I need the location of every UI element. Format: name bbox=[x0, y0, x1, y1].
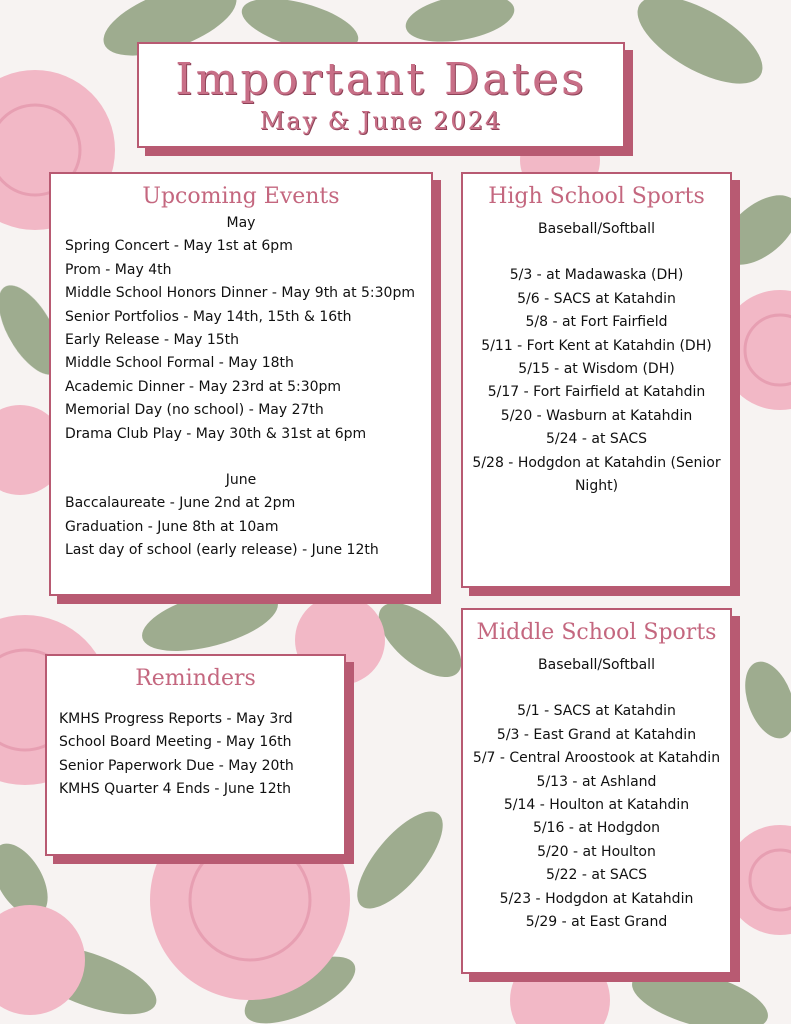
page-subtitle: May & June 2024 bbox=[259, 107, 503, 135]
event-item: Prom - May 4th bbox=[65, 261, 172, 278]
title-card bbox=[137, 42, 625, 148]
june-label: June bbox=[225, 472, 257, 489]
reminder-item: KMHS Quarter 4 Ends - June 12th bbox=[59, 781, 291, 798]
event-item: Early Release - May 15th bbox=[65, 332, 240, 349]
reminder-item: Senior Paperwork Due - May 20th bbox=[59, 757, 294, 774]
game-item: 5/6 - SACS at Katahdin bbox=[517, 290, 676, 307]
game-item: 5/28 - Hodgdon at Katahdin (Senior bbox=[472, 454, 721, 471]
game-item: 5/11 - Fort Kent at Katahdin (DH) bbox=[481, 337, 712, 354]
event-item: Last day of school (early release) - June 12th bbox=[65, 542, 379, 559]
upcoming-events-card bbox=[49, 172, 433, 596]
reminder-item: KMHS Progress Reports - May 3rd bbox=[59, 711, 293, 727]
event-item: Academic Dinner - May 23rd at 5:30pm bbox=[65, 378, 342, 395]
high-school-sports-card bbox=[461, 172, 732, 588]
game-item: 5/1 - SACS at Katahdin bbox=[517, 703, 676, 720]
game-item: 5/20 - Wasburn at Katahdin bbox=[500, 407, 693, 424]
game-item: 5/17 - Fort Fairfield at Katahdin bbox=[487, 384, 706, 401]
game-item: 5/3 - East Grand at Katahdin bbox=[496, 726, 697, 743]
game-item: 5/13 - at Ashland bbox=[536, 773, 657, 790]
high-school-sports-heading: High School Sports bbox=[488, 184, 705, 209]
game-item: 5/23 - Hodgdon at Katahdin bbox=[499, 890, 694, 907]
game-item: 5/22 - at SACS bbox=[545, 867, 648, 884]
game-item: 5/15 - at Wisdom (DH) bbox=[518, 361, 675, 378]
game-item: 5/24 - at SACS bbox=[545, 431, 648, 448]
event-item: Middle School Honors Dinner - May 9th at 5:30pm bbox=[65, 285, 415, 302]
may-label: May bbox=[226, 215, 256, 231]
event-item: Graduation - June 8th at 10am bbox=[65, 518, 279, 535]
game-item: 5/7 - Central Aroostook at Katahdin bbox=[472, 750, 721, 767]
event-item: Senior Portfolios - May 14th, 15th & 16th bbox=[65, 308, 352, 325]
sport-label: Baseball/Softball bbox=[538, 221, 655, 237]
game-item: Night) bbox=[574, 478, 619, 495]
game-item: 5/3 - at Madawaska (DH) bbox=[509, 267, 684, 284]
middle-school-sports-heading: Middle School Sports bbox=[476, 620, 717, 645]
event-item: Drama Club Play - May 30th & 31st at 6pm bbox=[65, 425, 367, 442]
upcoming-events-heading: Upcoming Events bbox=[142, 184, 340, 209]
game-item: 5/20 - at Houlton bbox=[537, 843, 656, 860]
game-item: 5/29 - at East Grand bbox=[525, 914, 668, 931]
event-item: Middle School Formal - May 18th bbox=[65, 355, 294, 372]
sport-label: Baseball/Softball bbox=[538, 657, 655, 673]
reminders-card bbox=[45, 654, 346, 856]
event-item: Memorial Day (no school) - May 27th bbox=[65, 402, 324, 419]
event-item: Baccalaureate - June 2nd at 2pm bbox=[65, 495, 296, 512]
reminders-heading: Reminders bbox=[135, 666, 256, 691]
game-item: 5/14 - Houlton at Katahdin bbox=[503, 797, 690, 814]
page-title: Important Dates bbox=[175, 54, 587, 105]
game-item: 5/8 - at Fort Fairfield bbox=[525, 314, 668, 331]
middle-school-sports-card bbox=[461, 608, 732, 974]
reminder-item: School Board Meeting - May 16th bbox=[59, 734, 292, 751]
event-item: Spring Concert - May 1st at 6pm bbox=[65, 238, 293, 255]
game-item: 5/16 - at Hodgdon bbox=[532, 820, 661, 837]
